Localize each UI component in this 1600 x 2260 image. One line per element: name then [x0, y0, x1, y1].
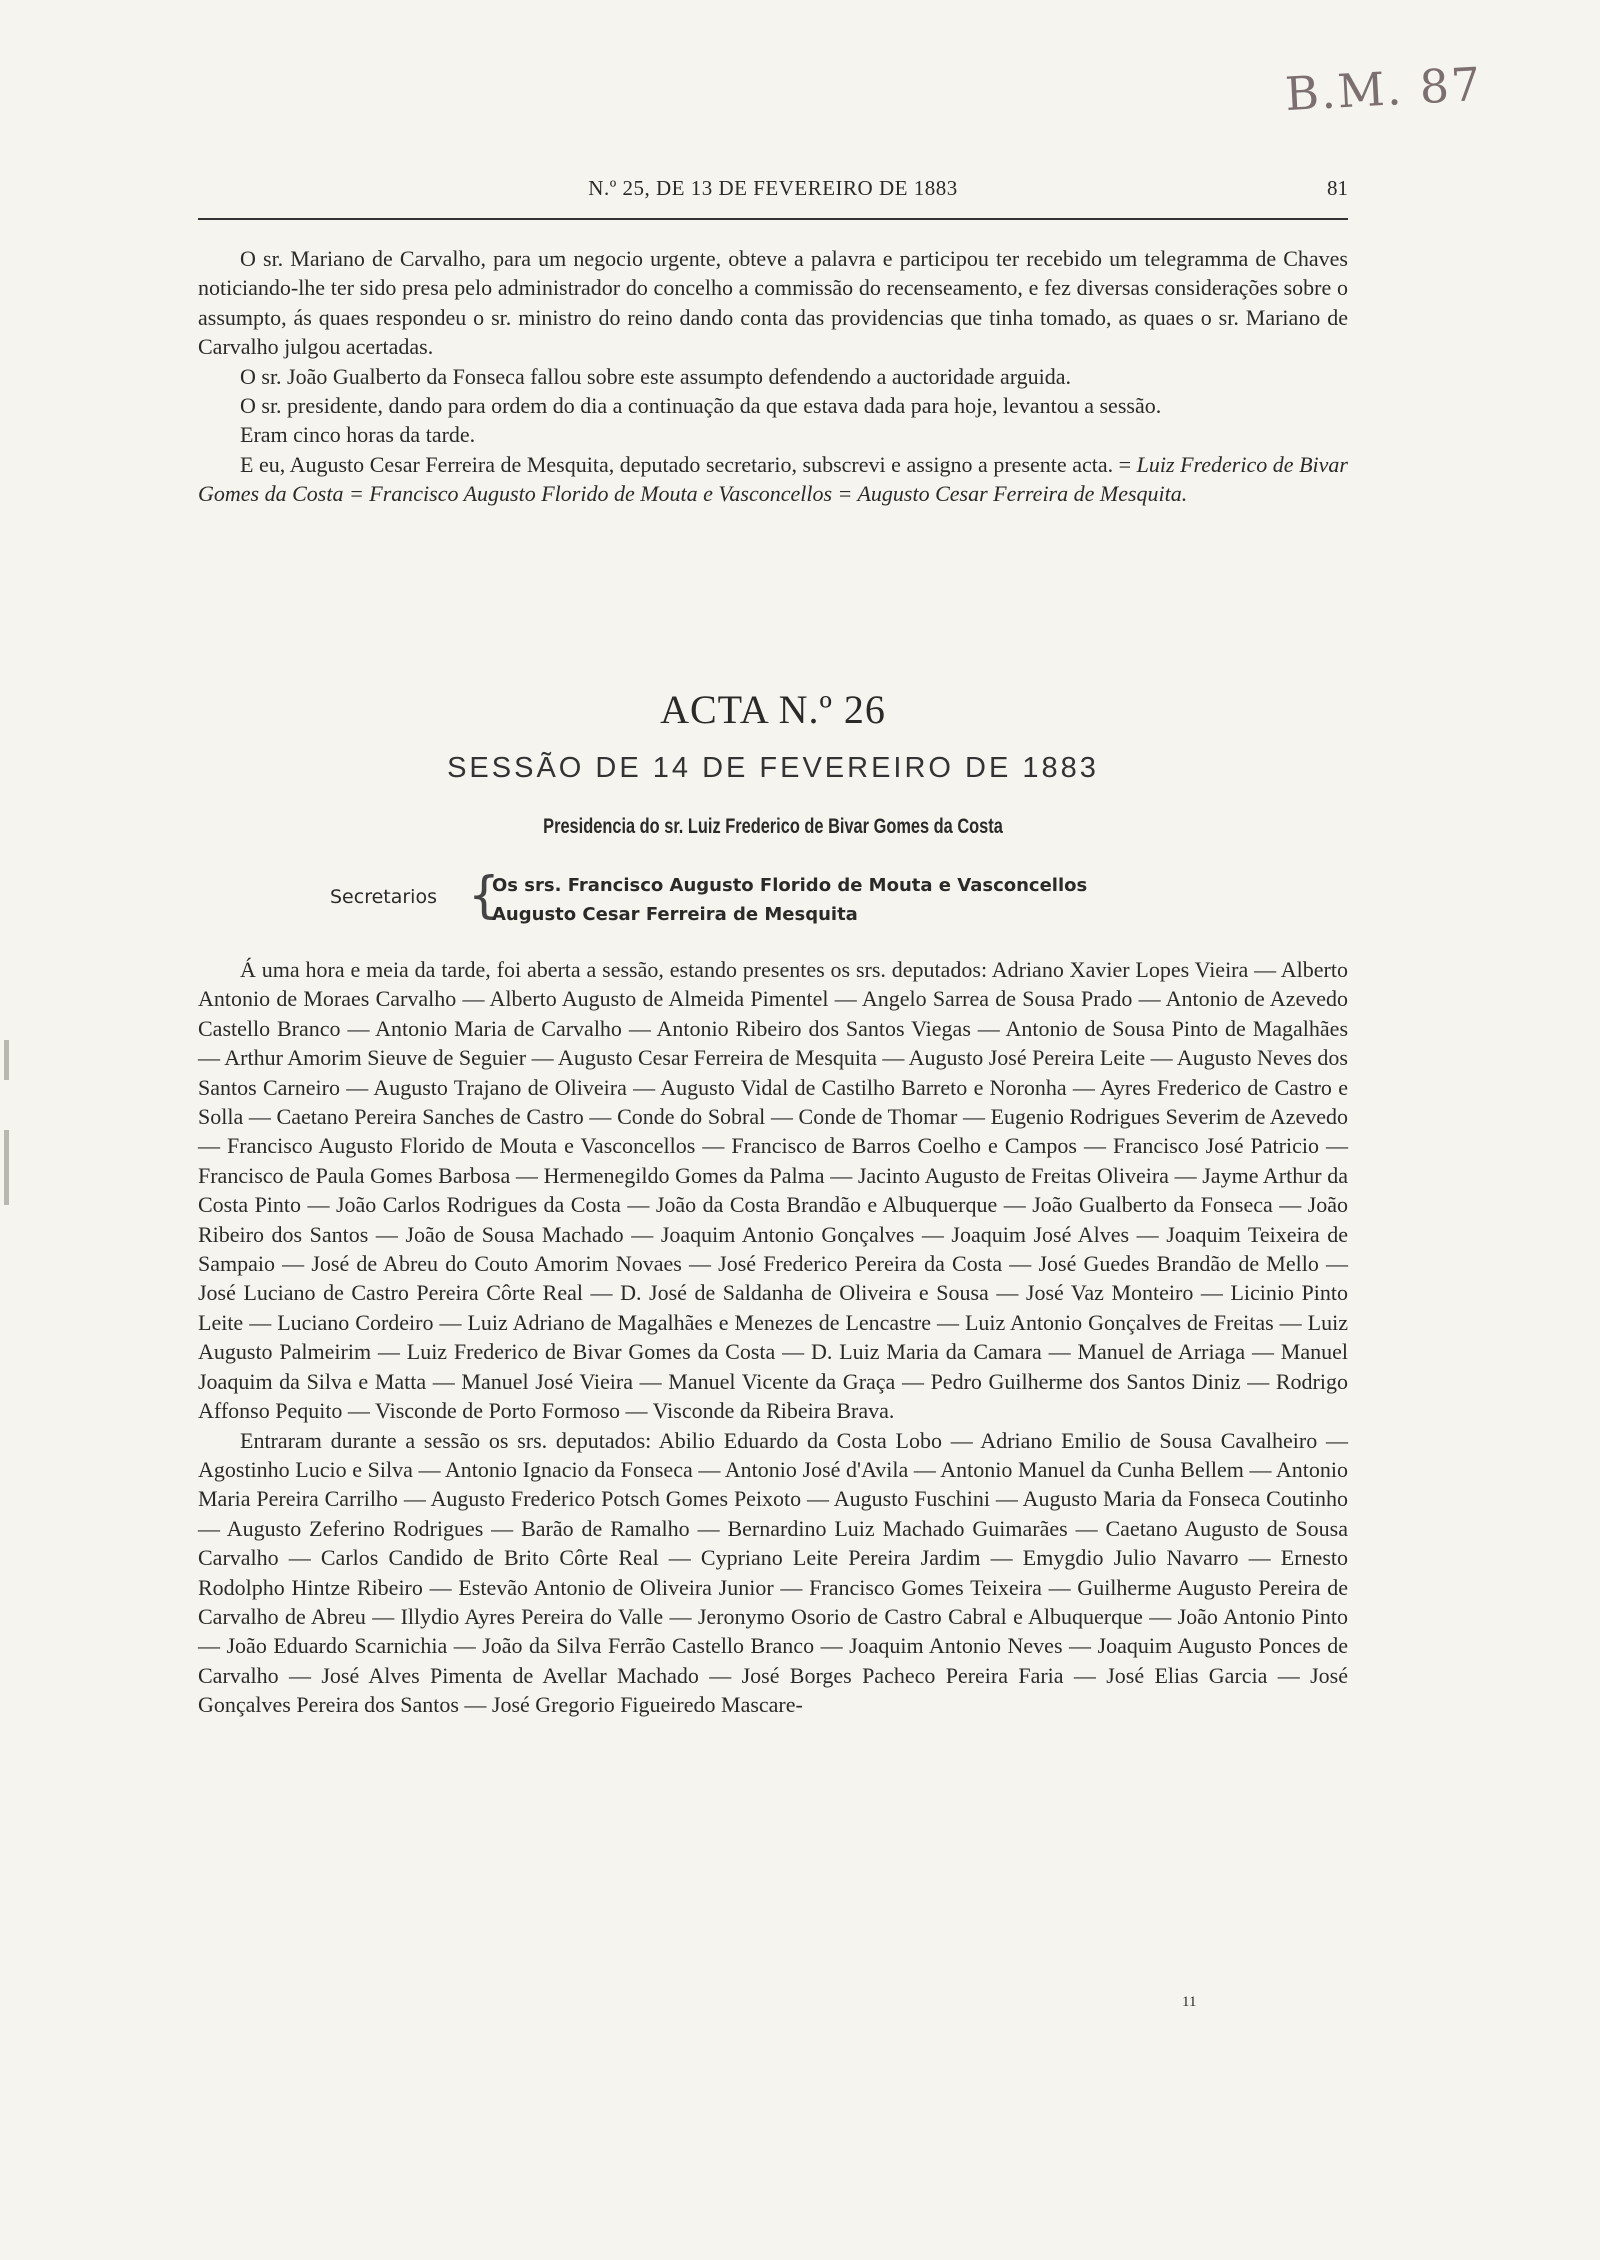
page-number: 81 [1327, 176, 1348, 200]
paragraph: O sr. João Gualberto da Fonseca fallou sobre este assumpto defendendo a auctoridade arguida. [240, 363, 1072, 389]
secretaries-names [492, 871, 1087, 929]
paragraph: O sr. presidente, dando para ordem do dia a continuação da que estava dada para hoje, levantou a sessão. [240, 393, 1162, 419]
present-deputies-paragraph: Á uma hora e meia da tarde, foi aberta a sessão, estando presentes os srs. deputados: Adriano Xavier Lopes Vieira — Alberto Antonio de Moraes Carvalho — Alberto Augusto de Almeida Pimentel — Angelo Sarrea de Sousa Prado — Antonio de Azevedo Castello Branco — Antonio Maria de Carvalho — Antonio Ribeiro dos Santos Viegas — Antonio de Sousa Pinto de Magalhães — Arthur Amorim Sieuve de Seguier — Augusto Cesar Ferreira de Mesquita — Augusto José Pereira Leite — Augusto Neves dos Santos Carneiro — Augusto Trajano de Oliveira — Augusto Vidal de Castilho Barreto e Noronha — Ayres Frederico de Castro e Solla — Caetano Pereira Sanches de Castro — Conde do Sobral — Conde de Thomar — Eugenio Rodrigues Severim de Azevedo — Francisco Augusto Florido de Mouta e Vasconcellos — Francisco de Barros Coelho e Campos — Francisco José Patricio — Francisco de Paula Gomes Barbosa — Hermenegildo Gomes da Palma — Jacinto Augusto de Freitas Oliveira — Jayme Arthur da Costa Pinto — João Carlos Rodrigues da Costa — João da Costa Brandão e Albuquerque — João Gualberto da Fonseca — João Ribeiro dos Santos — João de Sousa Machado — Joaquim Antonio Gonçalves — Joaquim José Alves — Joaquim Teixeira de Sampaio — José de Abreu do Couto Amorim Novaes — José Frederico Pereira da Costa — José Guedes Brandão de Mello — José Luciano de Castro Pereira Côrte Real — D. José de Saldanha de Oliveira e Sousa — José Vaz Monteiro — Licinio Pinto Leite — Luciano Cordeiro — Luiz Adriano de Magalhães e Menezes de Lencastre — Luiz Antonio Gonçalves de Freitas — Luiz Augusto Palmeirim — Luiz Frederico de Bivar Gomes da Costa — D. Luiz Maria da Camara — Manuel de Arriaga — Manuel Joaquim da Silva e Matta — Manuel José Vieira — Manuel Vicente da Graça — Pedro Guilherme dos Santos Diniz — Rodrigo Affonso Pequito — Visconde de Porto Formoso — Visconde da Ribeira Brava. [198, 957, 1348, 1424]
issue-title: N.º 25, DE 13 DE FEVEREIRO DE 1883 [588, 176, 958, 200]
printer-signature-mark: 11 [1182, 1994, 1197, 2010]
paragraph: O sr. Mariano de Carvalho, para um negocio urgente, obteve a palavra e participou ter recebido um telegramma de Chaves noticiando-lhe ter sido presa pelo administrador do concelho a commissão do recenseamento, e fez diversas considerações sobre o assumpto, ás quaes respondeu o sr. ministro do reino dando conta das providencias que tinha tomado, as quaes o sr. Mariano de Carvalho julgou acertadas. [198, 246, 1348, 360]
binding-mark [4, 1130, 9, 1205]
secretaries-block [330, 868, 1230, 928]
signatures: Luiz Frederico de Bivar Gomes da Costa = Francisco Augusto Florido de Mouta e Vasconcellos = Augusto Cesar Ferreira de Mesquita. [198, 451, 1348, 507]
entered-deputies-paragraph: Entraram durante a sessão os srs. deputados: Abilio Eduardo da Costa Lobo — Adriano Emilio de Sousa Cavalheiro — Agostinho Lucio e Silva — Antonio Ignacio da Fonseca — Antonio José d'Avila — Antonio Manuel da Cunha Bellem — Antonio Maria Pereira Carrilho — Augusto Frederico Potsch Gomes Peixoto — Augusto Fuschini — Augusto Maria da Fonseca Coutinho — Augusto Zeferino Rodrigues — Barão de Ramalho — Bernardino Luiz Machado Guimarães — Caetano Augusto de Sousa Carvalho — Carlos Candido de Brito Côrte Real — Cypriano Leite Pereira Jardim — Emygdio Julio Navarro — Ernesto Rodolpho Hintze Ribeiro — Estevão Antonio de Oliveira Junior — Francisco Gomes Teixeira — Guilherme Augusto Pereira de Carvalho de Abreu — Illydio Ayres Pereira do Valle — Jeronymo Osorio de Castro Cabral e Albuquerque — João Antonio Pinto — João Eduardo Scarnichia — João da Silva Ferrão Castello Branco — Joaquim Antonio Neves — Joaquim Augusto Ponces de Carvalho — José Alves Pimenta de Avellar Machado — José Borges Pacheco Pereira Faria — José Elias Garcia — José Gonçalves Pereira dos Santos — José Gregorio Figueiredo Mascare- [198, 1427, 1348, 1718]
presidency-line: Presidencia do sr. Luiz Frederico de Bivar Gomes da Costa [543, 815, 1003, 838]
acta-title: ACTA N.º 26 [660, 687, 886, 732]
running-head [198, 176, 1348, 220]
acta-body [198, 955, 1348, 1720]
session-heading: SESSÃO DE 14 DE FEVEREIRO DE 1883 [447, 752, 1099, 784]
closing-text: E eu, Augusto Cesar Ferreira de Mesquita, deputado secretario, subscrevi e assigno a presente acta. = [240, 451, 1137, 477]
secretary-name: Augusto Cesar Ferreira de Mesquita [492, 904, 858, 925]
brace-glyph: { [468, 866, 500, 924]
secretary-name: Os srs. Francisco Augusto Florido de Mouta e Vasconcellos [492, 875, 1088, 896]
secretaries-label: Secretarios [330, 886, 437, 908]
library-stamp: B.M. 87 [1283, 56, 1484, 122]
paragraph: Eram cinco horas da tarde. [240, 422, 476, 448]
binding-mark [4, 1040, 9, 1080]
previous-acta-text [198, 244, 1348, 509]
paragraph-signatures [198, 450, 1348, 509]
